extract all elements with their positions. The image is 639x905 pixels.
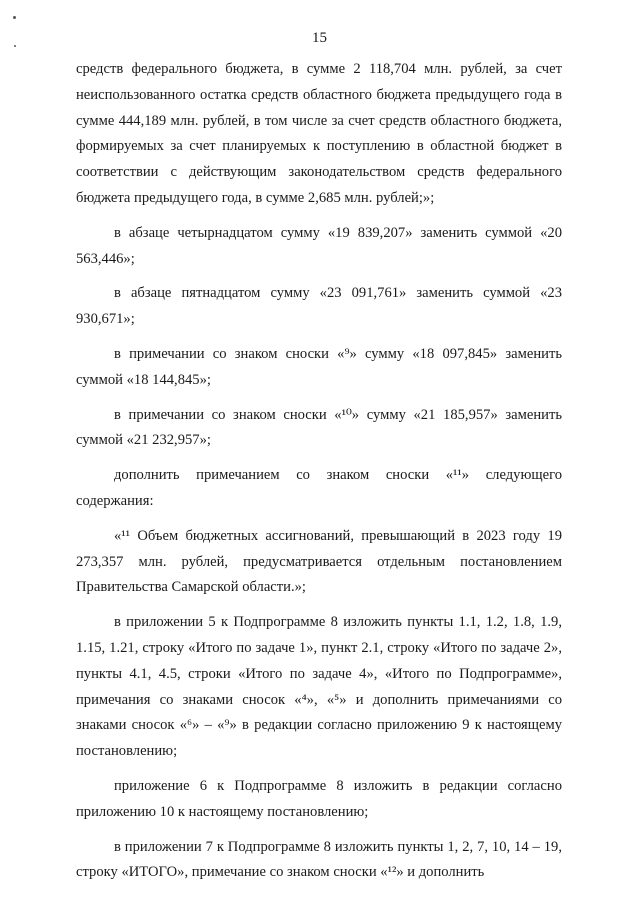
document-body <box>76 57 562 886</box>
paragraph-note-11-text: «¹¹ Объем бюджетных ассигнований, превышающий в 2023 году 19 273,357 млн. рублей, предусматривается отдельным постановлением Правительства Самарской области.»; <box>76 527 562 596</box>
scan-speck <box>14 45 16 47</box>
page-number: 15 <box>312 30 327 46</box>
paragraph-budget-continuation: средств федерального бюджета, в сумме 2 118,704 млн. рублей, за счет неиспользованного остатка средств областного бюджета предыдущего года в сумме 444,189 млн. рублей, в том числе за счет средств областного бюджета, формируемых за счет планируемых к поступлению в областной бюджет в соответствии с действующим законодательством средств федерального бюджета предыдущего года, в сумме 2,685 млн. рублей;»; <box>76 61 562 206</box>
paragraph-add-note-11: дополнить примечанием со знаком сноски «¹¹» следующего содержания: <box>76 467 562 509</box>
paragraph-note-9: в примечании со знаком сноски «⁹» сумму «18 097,845» заменить суммой «18 144,845»; <box>76 345 562 388</box>
paragraph-note-10: в примечании со знаком сноски «¹⁰» сумму «21 185,957» заменить суммой «21 232,957»; <box>76 406 562 449</box>
paragraph-fifteenth-sum: в абзаце пятнадцатом сумму «23 091,761» заменить суммой «23 930,671»; <box>76 285 562 328</box>
paragraph-fourteenth-sum: в абзаце четырнадцатом сумму «19 839,207» заменить суммой «20 563,446»; <box>76 224 562 267</box>
scan-speck <box>13 16 16 19</box>
paragraph-appendix-5: в приложении 5 к Подпрограмме 8 изложить пункты 1.1, 1.2, 1.8, 1.9, 1.15, 1.21, строку «Итого по задаче 1», пункт 2.1, строку «Итого по задаче 2», пункты 4.1, 4.5, строки «Итого по задаче 4», «Итого по Подпрограмме», примечания со знаками сносок «⁴», «⁵» и дополнить примечаниями со знаками сносок «⁶» – «⁹» в редакции согласно приложению 9 к настоящему постановлению; <box>76 614 562 760</box>
paragraph-appendix-7: в приложении 7 к Подпрограмме 8 изложить пункты 1, 2, 7, 10, 14 – 19, строку «ИТОГО», примечание со знаком сноски «¹²» и дополнить <box>76 838 562 881</box>
paragraph-appendix-6: приложение 6 к Подпрограмме 8 изложить в редакции согласно приложению 10 к настоящему постановлению; <box>76 777 562 820</box>
